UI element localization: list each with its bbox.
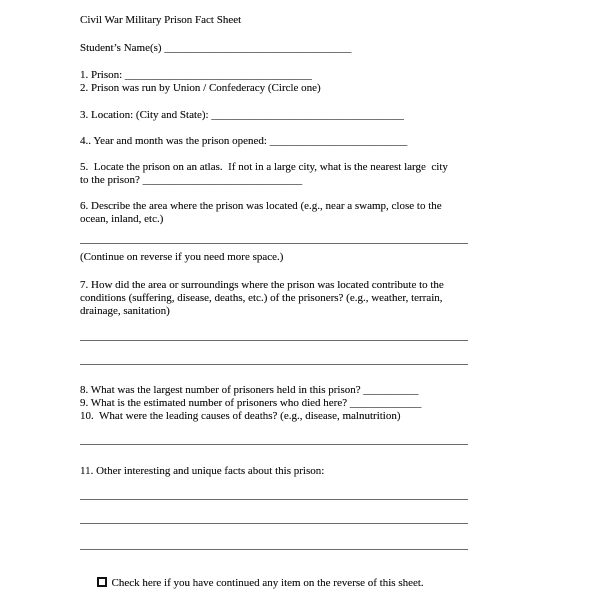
question-5-line-1: 5. Locate the prison on an atlas. If not in a large city, what is the nearest large city (80, 161, 448, 173)
answer-line (80, 444, 468, 445)
question-9: 9. What is the estimated number of prisoners who died here? _____________ (80, 397, 422, 409)
question-7-line-3: drainage, sanitation) (80, 305, 170, 317)
question-7-line-2: conditions (suffering, disease, deaths, etc.) of the prisoners? (e.g., weather, terrain, (80, 292, 443, 304)
question-6-line-1: 6. Describe the area where the prison was located (e.g., near a swamp, close to the (80, 200, 442, 212)
answer-line (80, 523, 468, 524)
answer-line (80, 364, 468, 365)
answer-line (80, 243, 468, 244)
question-7-line-1: 7. How did the area or surroundings where the prison was located contribute to the (80, 279, 444, 291)
question-8: 8. What was the largest number of prisoners held in this prison? __________ (80, 384, 419, 396)
question-6-line-2: ocean, inland, etc.) (80, 213, 164, 225)
question-2: 2. Prison was run by Union / Confederacy (Circle one) (80, 82, 321, 94)
question-1: 1. Prison: __________________________________ (80, 69, 312, 81)
question-4: 4.. Year and month was the prison opened: _________________________ (80, 135, 408, 147)
question-11: 11. Other interesting and unique facts about this prison: (80, 465, 325, 477)
answer-line (80, 499, 468, 500)
continue-note: (Continue on reverse if you need more space.) (80, 251, 284, 263)
question-3: 3. Location: (City and State): ___________________________________ (80, 109, 404, 121)
checkbox-label: Check here if you have continued any item on the reverse of this sheet. (111, 577, 424, 589)
question-10: 10. What were the leading causes of deaths? (e.g., disease, malnutrition) (80, 410, 401, 422)
student-name-line: Student’s Name(s) __________________________________ (80, 42, 352, 54)
page-title: Civil War Military Prison Fact Sheet (80, 14, 242, 26)
checkbox-icon (97, 577, 107, 587)
question-5-line-2: to the prison? _____________________________ (80, 174, 303, 186)
answer-line (80, 549, 468, 550)
reverse-checkbox-row (80, 564, 424, 600)
answer-line (80, 340, 468, 341)
